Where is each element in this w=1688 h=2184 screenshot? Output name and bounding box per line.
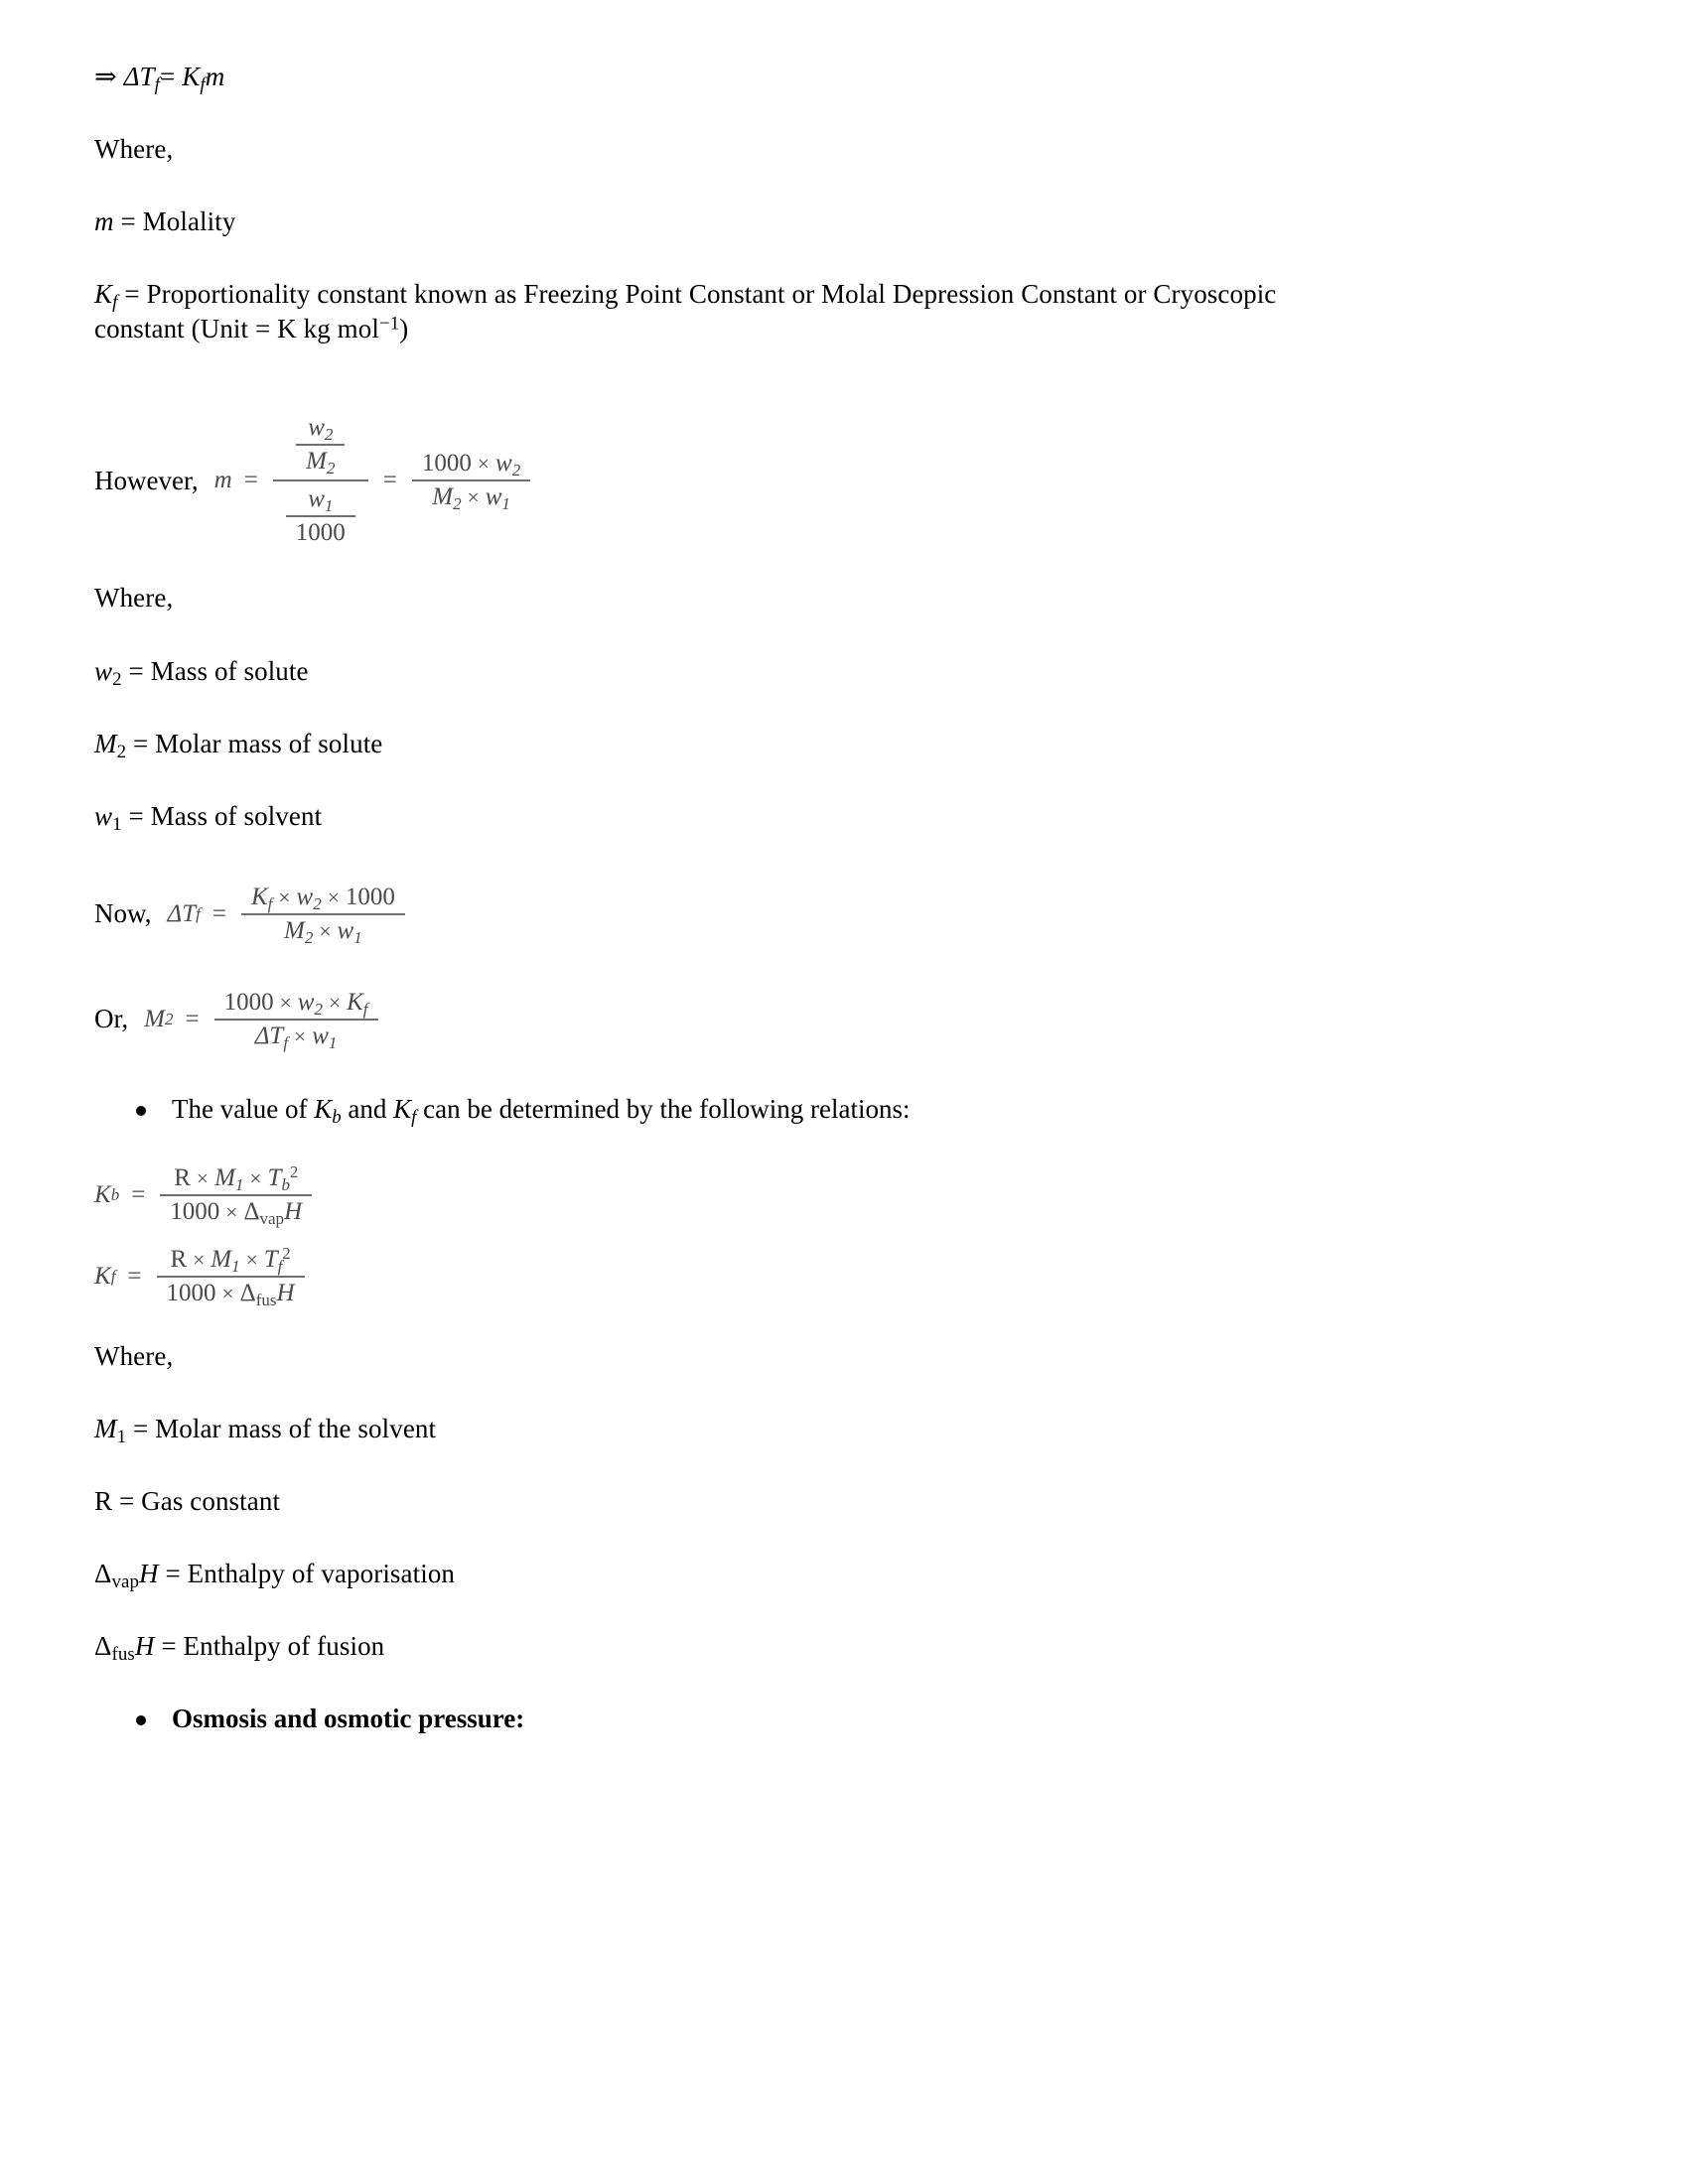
- w-symbol: w: [297, 988, 315, 1016]
- definition-M1: [94, 1412, 1385, 1446]
- K-symbol: K: [347, 988, 363, 1016]
- formula-molality-compound-fraction: [273, 410, 368, 551]
- times-icon: ×: [328, 990, 342, 1015]
- formula-Kb-fraction: [160, 1162, 312, 1228]
- delta-tf-denominator: [274, 915, 372, 947]
- T-symbol: T: [269, 1022, 284, 1049]
- molality-definition: = Molality: [113, 206, 236, 237]
- M1-symbol: M: [214, 1163, 235, 1191]
- bullet-dot-icon: [136, 1715, 146, 1725]
- bullet-kb-kf-b: and: [341, 1093, 394, 1124]
- w1-definition: = Mass of solvent: [121, 800, 323, 831]
- dvapH-definition: = Enthalpy of vaporisation: [158, 1559, 456, 1589]
- Kf-symbol: K: [94, 1262, 111, 1290]
- times-icon: ×: [327, 885, 340, 909]
- where-label-2: Where,: [94, 583, 174, 614]
- Kb-numerator: [164, 1162, 308, 1194]
- Tf-symbol: T: [263, 1245, 278, 1273]
- M2-symbol: M: [306, 448, 327, 476]
- rhs-num-1000: 1000: [421, 450, 472, 478]
- thousand-value: 1000: [166, 1279, 216, 1306]
- formula-molality-row: [94, 410, 1385, 551]
- definition-dfusH: [94, 1629, 1385, 1664]
- times-icon: ×: [225, 1199, 238, 1224]
- definition-w2: [94, 654, 1385, 689]
- fus-subscript: fus: [255, 1290, 277, 1309]
- formula-delta-tf: Δ T f = $\frac{K_f \times w_2 \times 1000}{M_2 \times w_1}$: [168, 882, 408, 947]
- times-icon: ×: [477, 452, 491, 477]
- compound-denominator: [273, 481, 368, 551]
- times-icon: ×: [278, 885, 291, 909]
- times-icon: ×: [319, 918, 332, 943]
- times-icon: ×: [249, 1165, 262, 1190]
- m-symbol: m: [205, 62, 225, 91]
- formula-Kf-equals: =: [127, 1262, 142, 1290]
- where-label-1: Where,: [94, 134, 174, 165]
- Tf-subscript: f: [277, 1256, 283, 1276]
- M1-subscript: 1: [234, 1174, 244, 1194]
- M1-definition: = Molar mass of the solvent: [126, 1414, 437, 1444]
- inner-num-w1: [298, 483, 343, 515]
- inner-den-1000: [286, 517, 355, 549]
- Kb-denominator: [160, 1196, 312, 1228]
- Kb-symbol: K: [314, 1093, 333, 1124]
- vap-subscript: vap: [259, 1208, 285, 1228]
- definition-M2: [94, 727, 1385, 761]
- bullet-kb-kf: [94, 1092, 1385, 1127]
- w2-symbol: w: [94, 655, 113, 686]
- rhs-den-w-sub: 1: [501, 494, 510, 514]
- K-subscript: f: [267, 893, 273, 913]
- formula-delta-tf-equals: =: [211, 899, 226, 927]
- Tb-exponent: 2: [289, 1161, 299, 1181]
- formula-molality-simplified: [412, 448, 530, 513]
- Kb-symbol: K: [94, 1180, 111, 1208]
- formula-Kb-row: [94, 1162, 1385, 1228]
- w1-symbol: w: [308, 485, 325, 513]
- kf-symbol: K: [94, 279, 113, 310]
- k-subscript: f: [200, 73, 206, 95]
- delta-symbol: Δ: [239, 1279, 256, 1306]
- Tb-subscript: b: [281, 1174, 290, 1194]
- thousand-value: 1000: [345, 883, 395, 910]
- M2-symbol: M: [94, 728, 117, 758]
- bullet-kb-kf-a: The value of: [172, 1093, 315, 1124]
- H-symbol: H: [139, 1559, 159, 1589]
- k-symbol: K: [182, 62, 201, 91]
- rhs-num-w-sub: 2: [511, 461, 521, 480]
- thousand-value: 1000: [170, 1197, 220, 1225]
- w-subscript: 2: [314, 999, 323, 1019]
- rhs-den-w: w: [485, 483, 502, 511]
- formula-Kf-fraction: [157, 1244, 305, 1309]
- M2-subscript: 2: [116, 741, 127, 762]
- formula-molality-equals-2: =: [382, 467, 397, 494]
- where-label-3: Where,: [94, 1340, 174, 1371]
- Kf-numerator: [160, 1244, 300, 1276]
- M-symbol: M: [144, 1005, 165, 1032]
- delta-symbol: Δ: [167, 899, 183, 927]
- M1-symbol: M: [211, 1245, 232, 1273]
- formula-molality-equals-1: =: [243, 467, 258, 494]
- equation-delta-tf-line: [94, 60, 1385, 94]
- molality-symbol: m: [94, 206, 114, 237]
- kf-definition-line1: = Proportionality constant known as Freezing Point Constant or Molal Depression Constant: [117, 279, 1117, 310]
- formula-block-kb-kf: [94, 1162, 1385, 1309]
- simplified-denominator: [422, 481, 520, 513]
- formula-M2-equals: =: [185, 1005, 200, 1032]
- Tb-symbol: T: [267, 1163, 282, 1191]
- definition-kf: [94, 277, 1345, 346]
- R-symbol: R: [170, 1245, 188, 1273]
- H-symbol: H: [284, 1197, 303, 1225]
- bullet-dot-icon: [136, 1106, 146, 1116]
- rhs-den-M: M: [432, 483, 454, 511]
- formula-M2-fraction: [214, 987, 378, 1052]
- definition-dvapH: [94, 1557, 1385, 1591]
- w1-symbol: w: [94, 800, 113, 831]
- formula-molality: [214, 410, 534, 551]
- H-symbol: H: [134, 1631, 155, 1662]
- M2-subscript: 2: [326, 459, 336, 478]
- delta-symbol: Δ: [94, 1559, 112, 1589]
- Tf-exponent: 2: [282, 1243, 291, 1263]
- Kf-subscript: f: [411, 1106, 417, 1128]
- M2-definition: = Molar mass of solute: [126, 728, 383, 758]
- delta-tf-numerator: [241, 882, 405, 913]
- formula-delta-tf-row: [94, 882, 1385, 947]
- times-icon: ×: [279, 990, 292, 1015]
- times-icon: ×: [294, 1024, 307, 1048]
- M-symbol: M: [284, 916, 305, 944]
- w2-definition: = Mass of solute: [121, 655, 309, 686]
- T-symbol: T: [182, 899, 197, 927]
- w-symbol: w: [296, 883, 314, 910]
- t-symbol: T: [139, 62, 155, 91]
- K-subscript: f: [362, 999, 368, 1019]
- H-symbol: H: [276, 1279, 295, 1306]
- page-content: [94, 60, 1385, 1737]
- equals-symbol: =: [160, 62, 176, 91]
- w-subscript: 2: [313, 893, 322, 913]
- bullet-osmosis-text: Osmosis and osmotic pressure:: [172, 1704, 525, 1734]
- formula-Kb-equals: =: [131, 1180, 146, 1208]
- thousand-value: 1000: [223, 988, 274, 1016]
- times-icon: ×: [196, 1165, 210, 1190]
- definition-R: R = Gas constant: [94, 1486, 281, 1517]
- w2-symbol: w: [308, 414, 325, 442]
- kf-definition-line2-a: or Cryoscopic constant (Unit = K kg mol: [94, 279, 1277, 344]
- vap-subscript: vap: [111, 1571, 140, 1593]
- delta-symbol: Δ: [94, 1631, 112, 1662]
- definition-molality: [94, 205, 1385, 239]
- rhs-num-w: w: [495, 450, 512, 478]
- simplified-numerator: [412, 448, 530, 479]
- implies-icon: ⇒: [94, 62, 117, 91]
- inner-num-w2: [298, 412, 343, 444]
- bullet-kb-kf-c: can be determined by the following relations:: [416, 1093, 911, 1124]
- w-symbol: w: [312, 1022, 329, 1049]
- kf-definition-line2-b: ): [399, 314, 409, 344]
- rhs-den-M-sub: 2: [453, 494, 462, 514]
- times-icon: ×: [467, 485, 480, 510]
- definition-w1: [94, 799, 1385, 834]
- or-label: Or,: [94, 1004, 129, 1034]
- M2-denominator: [245, 1021, 348, 1052]
- inner-den-M2: [296, 446, 345, 478]
- w2-subscript: 2: [324, 425, 334, 445]
- formula-Kf: K f = $\frac{R \times M_1 \times T_f^2}{1000 \times \Delta_{fus}H}$: [94, 1244, 308, 1309]
- inner-fraction-solute: [296, 412, 345, 478]
- Kb-subscript: b: [332, 1106, 342, 1128]
- w1-subscript: 1: [324, 496, 334, 516]
- M1-subscript: 1: [231, 1256, 240, 1276]
- Kf-symbol: K: [393, 1093, 412, 1124]
- delta-symbol: Δ: [123, 62, 140, 91]
- dfusH-definition: = Enthalpy of fusion: [154, 1631, 385, 1662]
- formula-Kb: K b = $\frac{R \times M_1 \times T_b^2}{1000 \times \Delta_{vap}H}$: [94, 1162, 315, 1228]
- fus-subscript: fus: [111, 1644, 135, 1666]
- times-icon: ×: [221, 1281, 234, 1305]
- compound-numerator: [283, 410, 357, 479]
- w2-subscript: 2: [112, 668, 122, 690]
- w-subscript: 1: [353, 927, 362, 947]
- kf-unit-exponent: −1: [378, 313, 400, 335]
- M-subscript: 2: [304, 927, 314, 947]
- K-symbol: K: [250, 883, 268, 910]
- delta-symbol: Δ: [243, 1197, 260, 1225]
- formula-M2-row: [94, 987, 1385, 1052]
- now-label: Now,: [94, 898, 152, 929]
- R-symbol: R: [174, 1163, 191, 1191]
- M1-symbol: M: [94, 1414, 117, 1444]
- inner-fraction-solvent: [286, 483, 355, 549]
- however-label: However,: [94, 465, 199, 495]
- formula-delta-tf-fraction: [241, 882, 405, 947]
- formula-M2: M 2 = $\frac{1000 \times w_2 \times K_f}{\Delta T_f \times w_1}$: [144, 987, 380, 1052]
- w1-subscript: 1: [112, 813, 122, 835]
- w-symbol: w: [337, 916, 354, 944]
- formula-molality-lhs: m: [213, 467, 232, 494]
- T-subscript: f: [283, 1032, 289, 1052]
- times-icon: ×: [193, 1247, 206, 1272]
- M2-numerator: [214, 987, 378, 1019]
- Kf-denominator: [157, 1278, 305, 1309]
- kf-subscript: f: [112, 292, 118, 314]
- thousand-value: 1000: [295, 519, 346, 547]
- delta-symbol: Δ: [254, 1022, 270, 1049]
- bullet-osmosis: [94, 1702, 1385, 1736]
- t-subscript: f: [154, 73, 161, 95]
- formula-Kf-row: [94, 1244, 1385, 1309]
- M1-subscript: 1: [116, 1426, 127, 1447]
- times-icon: ×: [245, 1247, 258, 1272]
- w-subscript: 1: [328, 1032, 338, 1052]
- bullet-kb-kf-text: [172, 1092, 911, 1127]
